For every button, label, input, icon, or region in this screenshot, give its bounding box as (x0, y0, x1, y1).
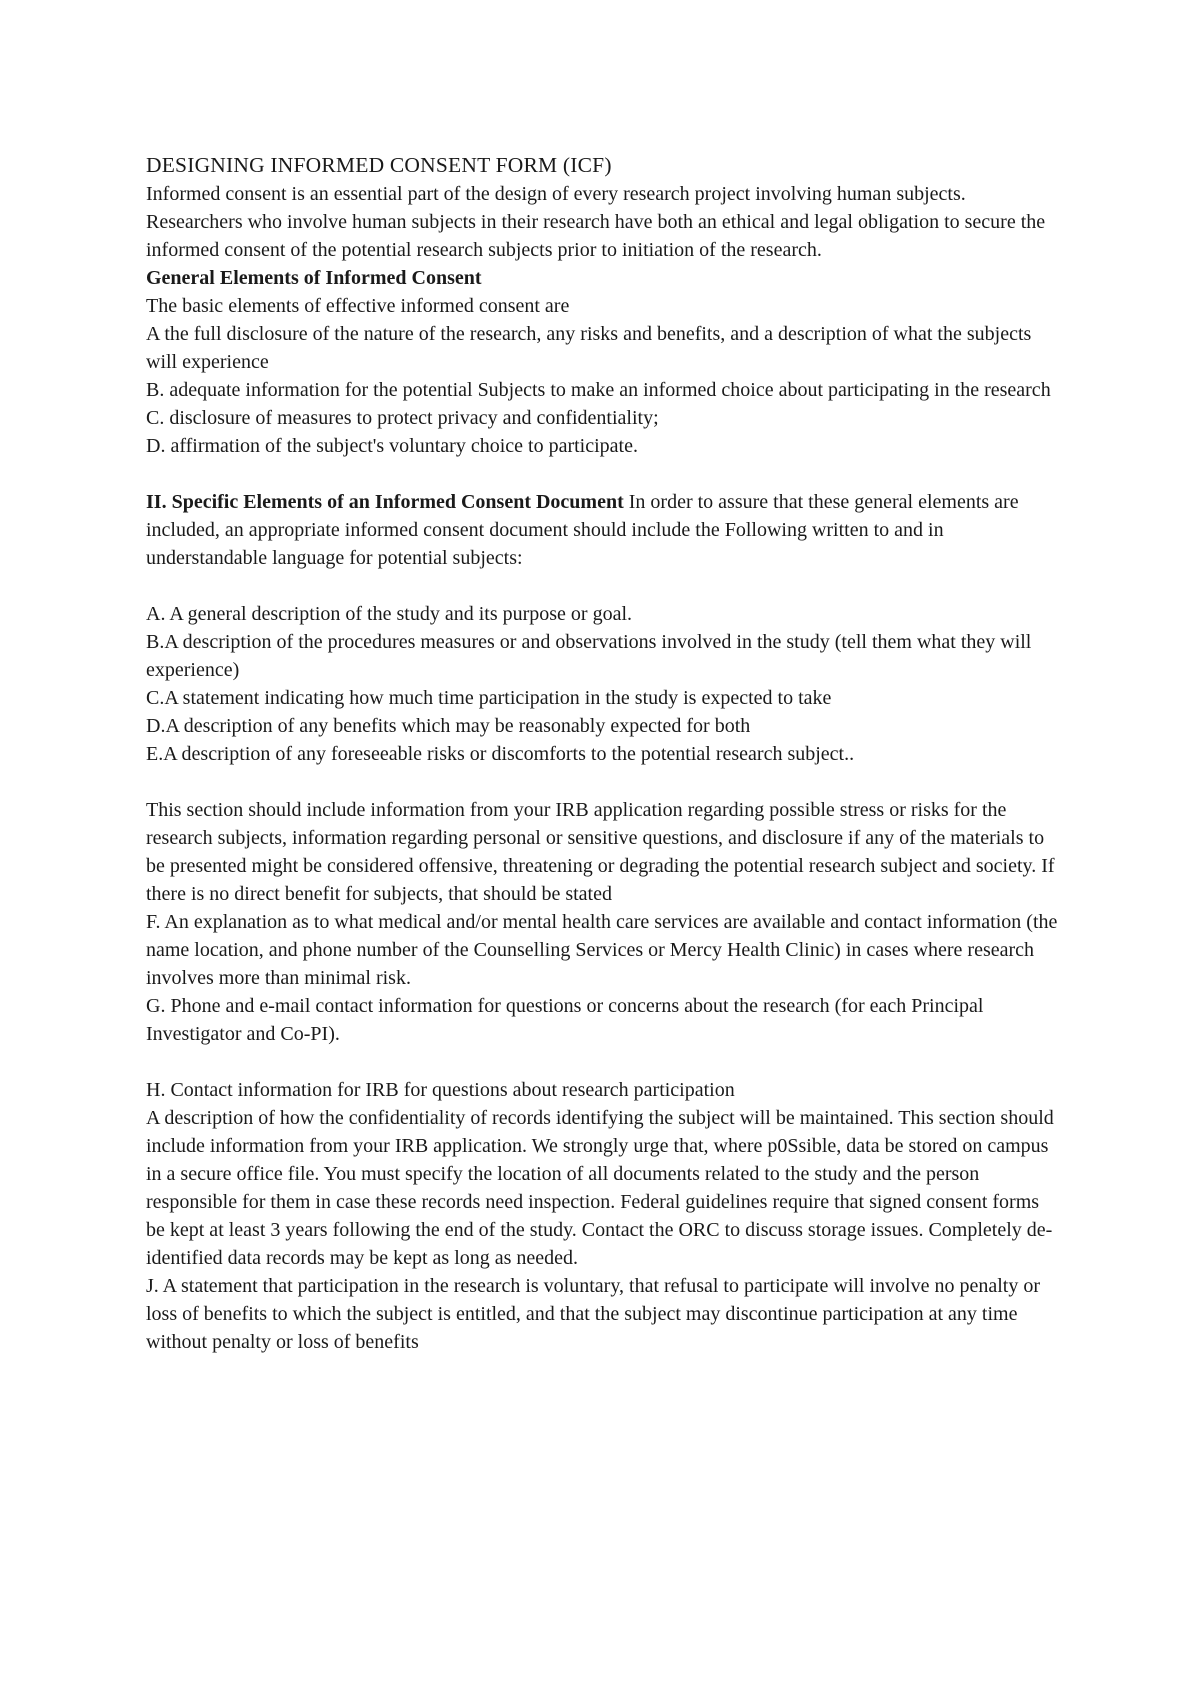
specific-item-g: G. Phone and e-mail contact information for questions or concerns about the research (for each Principal Investigator and Co-PI). (146, 995, 984, 1045)
document-title: DESIGNING INFORMED CONSENT FORM (ICF) (146, 153, 612, 177)
general-item-d: D. affirmation of the subject's voluntary choice to participate. (146, 435, 638, 457)
confidentiality-paragraph: A description of how the confidentiality of records identifying the subject will be maintained. This section should include information from your IRB application. We strongly urge that, where p0Ssible, data be stored on campus in a secure office file. You must specify the location of all documents related to the study and the person responsible for them in case these records need inspection. Federal guidelines require that signed consent forms be kept at least 3 years following the end of the study. Contact the ORC to discuss storage issues. Completely de-identified data records may be kept as long as needed. (146, 1107, 1054, 1269)
specific-elements-heading: II. Specific Elements of an Informed Consent Document (146, 491, 624, 513)
section-note-paragraph: This section should include information from your IRB application regarding possible stress or risks for the research subjects, information regarding personal or sensitive questions, and disclosure if any of the materials to be presented might be considered offensive, threatening or degrading the potential research subject and society. If there is no direct benefit for subjects, that should be stated (146, 799, 1055, 905)
specific-item-c: C.A statement indicating how much time participation in the study is expected to take (146, 687, 832, 709)
specific-item-e: E.A description of any foreseeable risks or discomforts to the potential research subject.. (146, 743, 855, 765)
spacer (146, 572, 1060, 600)
spacer (146, 1048, 1060, 1076)
general-item-b: B. adequate information for the potential Subjects to make an informed choice about participating in the research (146, 379, 1051, 401)
spacer (146, 768, 1060, 796)
specific-item-j: J. A statement that participation in the research is voluntary, that refusal to participate will involve no penalty or loss of benefits to which the subject is entitled, and that the subject may discontinue participation at any time without penalty or loss of benefits (146, 1275, 1041, 1353)
specific-elements-paragraph (146, 488, 1060, 572)
specific-elements-lead: In order to assure that these general elements are included, an appropriate informed consent document should include the Following written to and in understandable language for potential subjects: (146, 491, 1019, 569)
specific-item-d: D.A description of any benefits which may be reasonably expected for both (146, 715, 751, 737)
general-elements-lead: The basic elements of effective informed consent are (146, 295, 570, 317)
general-item-c: C. disclosure of measures to protect privacy and confidentiality; (146, 407, 659, 429)
specific-item-a: A. A general description of the study and its purpose or goal. (146, 603, 633, 625)
specific-item-b: B.A description of the procedures measures or and observations involved in the study (tell them what they will experience) (146, 631, 1032, 681)
general-item-a: A the full disclosure of the nature of the research, any risks and benefits, and a description of what the subjects will experience (146, 323, 1032, 373)
intro-paragraph: Informed consent is an essential part of the design of every research project involving human subjects. Researchers who involve human subjects in their research have both an ethical and legal obligation to secure the informed consent of the potential research subjects prior to initiation of the research. (146, 183, 1046, 261)
specific-item-h: H. Contact information for IRB for questions about research participation (146, 1079, 735, 1101)
specific-item-f: F. An explanation as to what medical and/or mental health care services are available and contact information (the name location, and phone number of the Counselling Services or Mercy Health Clinic) in cases where research involves more than minimal risk. (146, 911, 1058, 989)
spacer (146, 460, 1060, 488)
general-elements-heading: General Elements of Informed Consent (146, 267, 482, 289)
